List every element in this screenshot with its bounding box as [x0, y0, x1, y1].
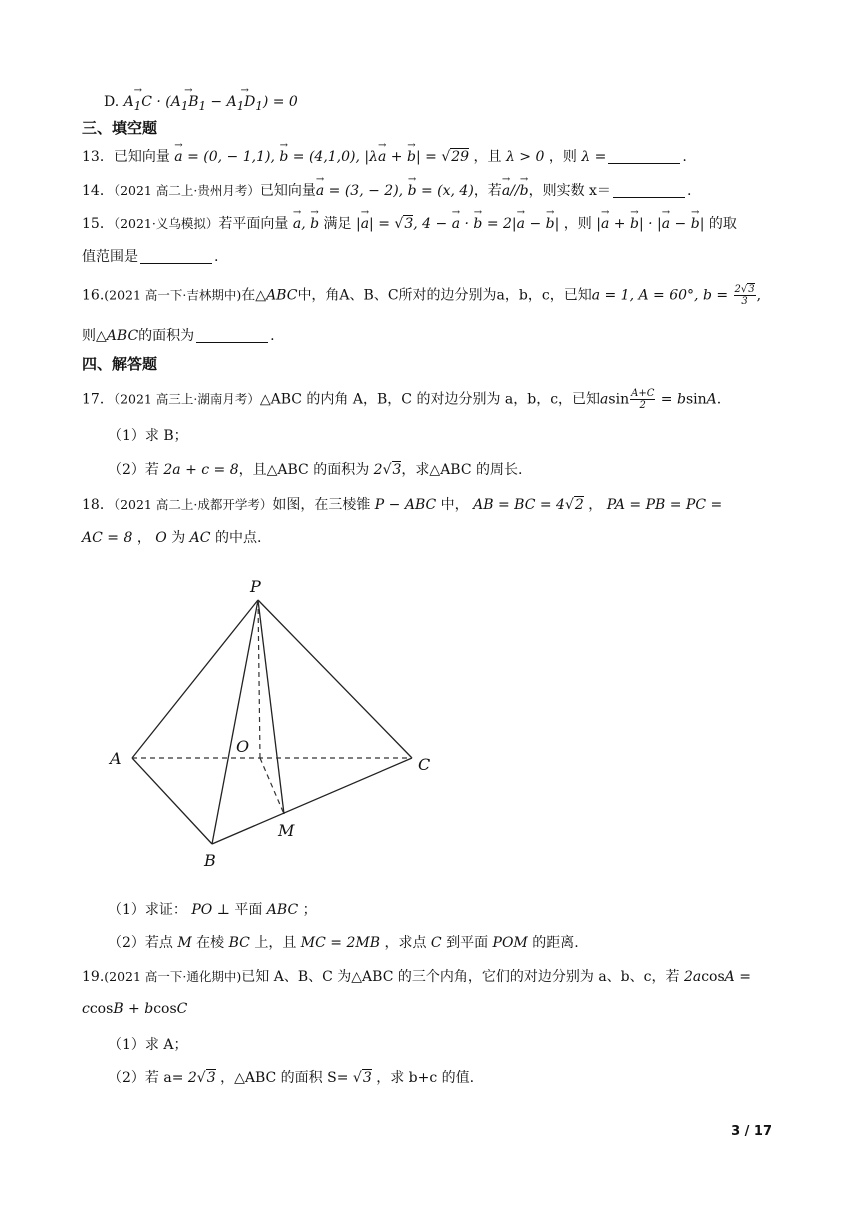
answer-blank[interactable]	[608, 149, 680, 164]
edge-pa	[132, 600, 258, 758]
question-15: 15．（2021·义乌模拟）若平面向量 → a, → b 满足 |→ a| = √3, 4 − → a · → b = 2|→ a − → b| ，则 |→ a + → b| · |→ a − → b| 的取	[82, 214, 737, 234]
question-17: 17．（2021 高三上·湖南月考）△ABC 的内角 A，B，C 的对边分别为 a，b，c，已知asin $\frac{A+C}{2}$ = bsinA.	[82, 388, 722, 411]
option-d-expr: → $A_1C$ · (→ $A_1B_1$ − → $A_1D_1) = 0$	[124, 94, 298, 110]
edge-pc	[258, 600, 412, 758]
question-number: 14．	[82, 183, 114, 199]
edge-bc	[212, 758, 412, 844]
question-number: 13．	[82, 149, 114, 165]
question-16: 16.(2021 高一下·吉林期中)在△ABC中，角A、B、C所对的边分别为a，b，c，已知a = 1, A = 60°, b = $\frac{2√3}{3}$ ,	[82, 284, 762, 307]
edge-pb	[212, 600, 258, 844]
question-16-cont: 则△ABC的面积为 .	[82, 328, 275, 344]
label-m: M	[278, 821, 295, 840]
question-number: 16.	[82, 287, 105, 304]
question-number: 15．	[82, 216, 114, 232]
page-number: 3 / 17	[731, 1124, 772, 1139]
question-13: 13．已知向量 → a = (0, − 1,1), → b = (4,1,0), |λ→ a + → b| = √29 ，且 λ > 0 ，则 λ = .	[82, 147, 687, 167]
question-17-part-2: （2）若 2a + c = 8，且△ABC 的面积为 2√3，求△ABC 的周长.	[108, 462, 523, 478]
section-title-fill-blank: 三、填空题	[82, 119, 158, 137]
question-15-cont: 值范围是 .	[82, 249, 219, 265]
question-source: （2021 高二上·贵州月考）	[113, 183, 260, 198]
answer-blank[interactable]	[613, 183, 685, 198]
edge-pm	[258, 600, 284, 814]
label-a: A	[110, 749, 122, 768]
section-title-answer: 四、解答题	[82, 355, 158, 373]
question-number: 17．	[82, 391, 114, 408]
question-18-part-2: （2）若点 M 在棱 BC 上，且 MC = 2MB ，求点 C 到平面 POM 的距离.	[108, 935, 579, 951]
edge-ab	[132, 758, 212, 844]
segment-po-hidden	[258, 600, 260, 758]
option-d-label: D.	[104, 94, 120, 110]
question-14: 14．（2021 高二上·贵州月考）已知向量→ a = (3, − 2), → b = (x, 4)，若→ a//→ b，则实数 x＝ .	[82, 181, 691, 201]
question-number: 19.	[82, 969, 105, 985]
question-19-part-2: （2）若 a= 2√3 ，△ABC 的面积 S= √3 ，求 b+c 的值.	[108, 1070, 475, 1086]
question-18-cont: AC = 8 ， O 为 AC 的中点.	[82, 530, 262, 546]
question-source: (2021 高一下·吉林期中)	[104, 287, 242, 303]
question-source: （2021 高二上·成都开学考）	[113, 497, 273, 512]
question-source: （2021·义乌模拟）	[113, 216, 219, 231]
question-18-part-1: （1）求证： PO ⊥ 平面 ABC ；	[108, 902, 317, 918]
question-19-part-1: （1）求 A；	[108, 1037, 188, 1053]
question-source: (2021 高一下·通化期中)	[104, 969, 242, 984]
option-d	[104, 92, 298, 116]
answer-blank[interactable]	[196, 328, 268, 343]
question-number: 18．	[82, 497, 114, 513]
label-b: B	[204, 851, 216, 870]
question-17-part-1: （1）求 B；	[108, 428, 188, 444]
label-c: C	[418, 755, 431, 774]
question-19-cont: ccosB + bcosC	[82, 1001, 188, 1017]
pyramid-figure	[100, 570, 460, 880]
question-19: 19.(2021 高一下·通化期中)已知 A、B、C 为△ABC 的三个内角，它们的对边分别为 a、b、c，若 2acosA =	[82, 969, 751, 985]
question-18: 18．（2021 高二上·成都开学考）如图，在三棱锥 P − ABC 中， AB = BC = 4√2 ， PA = PB = PC =	[82, 497, 723, 513]
label-p: P	[250, 577, 261, 596]
label-o: O	[236, 737, 250, 756]
question-source: （2021 高三上·湖南月考）	[113, 391, 260, 407]
answer-blank[interactable]	[140, 249, 212, 264]
